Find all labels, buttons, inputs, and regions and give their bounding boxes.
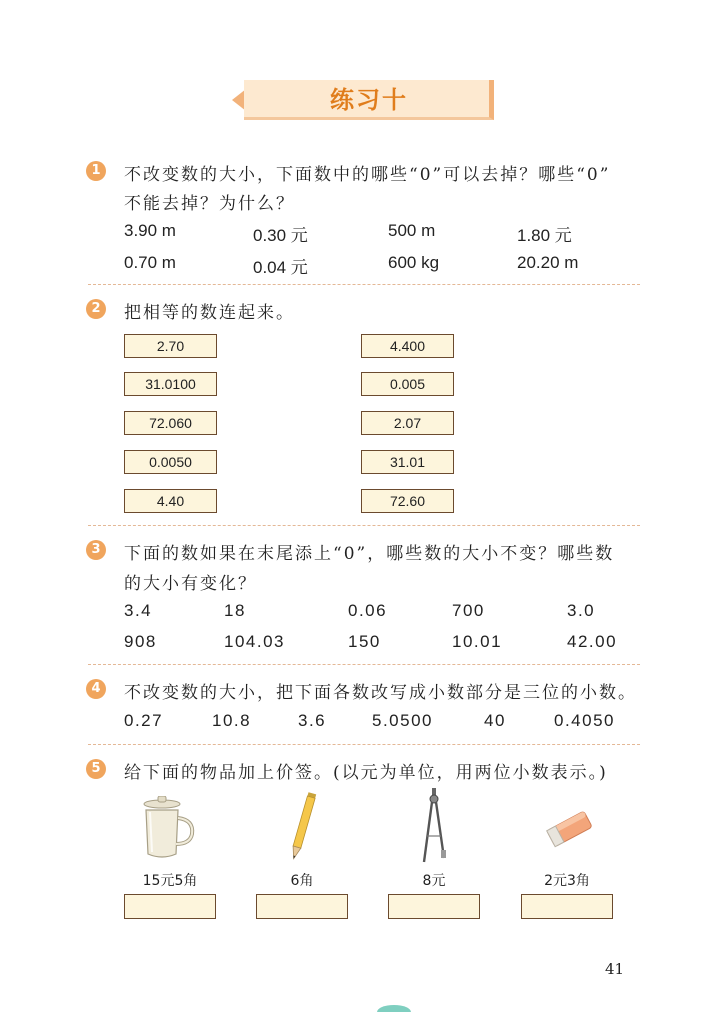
question-number-4: 4 <box>86 679 106 699</box>
q1-value: 0.04 元 <box>253 258 308 277</box>
cup-price-input[interactable] <box>124 894 216 919</box>
q3-text-line2: 的大小有变化？ <box>124 574 257 594</box>
q1-value: 0.70 m <box>124 253 176 272</box>
section-divider <box>88 525 640 526</box>
section-divider <box>88 284 640 285</box>
q3-value: 18 <box>224 601 246 620</box>
section-divider <box>88 664 640 665</box>
eraser-icon <box>542 808 596 848</box>
left-number-box[interactable]: 4.40 <box>124 489 217 513</box>
pencil-price-input[interactable] <box>256 894 348 919</box>
right-number-box[interactable]: 0.005 <box>361 372 454 396</box>
q3-value: 42.00 <box>567 632 618 651</box>
question-number-1: 1 <box>86 161 106 181</box>
q4-value: 5.0500 <box>372 711 433 730</box>
compass-price-input[interactable] <box>388 894 480 919</box>
q2-text: 把相等的数连起来。 <box>124 303 295 323</box>
q4-value: 40 <box>484 711 506 730</box>
section-divider <box>88 744 640 745</box>
q3-value: 908 <box>124 632 157 651</box>
question-number-2: 2 <box>86 299 106 319</box>
title-banner <box>232 80 494 120</box>
eraser-price-input[interactable] <box>521 894 613 919</box>
q1-text-line1: 不改变数的大小，下面数中的哪些“0”可以去掉？哪些“0” <box>124 165 611 185</box>
q4-text: 不改变数的大小，把下面各数改写成小数部分是三位的小数。 <box>124 683 637 703</box>
compass-icon <box>420 788 448 864</box>
q4-value: 3.6 <box>298 711 327 730</box>
cup-price-label: 15元5角 <box>142 873 198 889</box>
page-decoration <box>377 1005 411 1012</box>
q3-value: 104.03 <box>224 632 285 651</box>
right-number-box[interactable]: 4.400 <box>361 334 454 358</box>
question-number-5: 5 <box>86 759 106 779</box>
q4-value: 0.4050 <box>554 711 615 730</box>
q1-value: 500 m <box>388 221 436 240</box>
right-number-box[interactable]: 31.01 <box>361 450 454 474</box>
q1-text-line2: 不能去掉？为什么？ <box>124 194 295 214</box>
page-title: 练习十 <box>330 86 408 114</box>
left-number-box[interactable]: 72.060 <box>124 411 217 435</box>
eraser-price-label: 2元3角 <box>544 873 590 889</box>
q4-value: 0.27 <box>124 711 164 730</box>
right-number-box[interactable]: 2.07 <box>361 411 454 435</box>
q3-value: 700 <box>452 601 485 620</box>
right-number-box[interactable]: 72.60 <box>361 489 454 513</box>
q3-value: 10.01 <box>452 632 503 651</box>
cup-icon <box>136 796 200 860</box>
left-number-box[interactable]: 0.0050 <box>124 450 217 474</box>
q1-value: 3.90 m <box>124 221 176 240</box>
q4-value: 10.8 <box>212 711 252 730</box>
q1-value: 600 kg <box>388 253 440 272</box>
q3-value: 150 <box>348 632 381 651</box>
q5-text: 给下面的物品加上价签。(以元为单位，用两位小数表示。) <box>124 763 608 783</box>
q3-value: 0.06 <box>348 601 388 620</box>
pencil-icon <box>288 790 318 862</box>
q3-value: 3.4 <box>124 601 153 620</box>
q3-value: 3.0 <box>567 601 596 620</box>
left-number-box[interactable]: 31.0100 <box>124 372 217 396</box>
left-number-box[interactable]: 2.70 <box>124 334 217 358</box>
q1-value: 20.20 m <box>517 253 579 272</box>
q1-value: 0.30 元 <box>253 226 308 245</box>
question-number-3: 3 <box>86 540 106 560</box>
compass-price-label: 8元 <box>422 873 446 889</box>
pencil-price-label: 6角 <box>290 873 314 889</box>
q3-text-line1: 下面的数如果在末尾添上“0”，哪些数的大小不变？哪些数 <box>124 544 615 564</box>
q1-value: 1.80 元 <box>517 226 572 245</box>
page-number: 41 <box>605 960 625 978</box>
